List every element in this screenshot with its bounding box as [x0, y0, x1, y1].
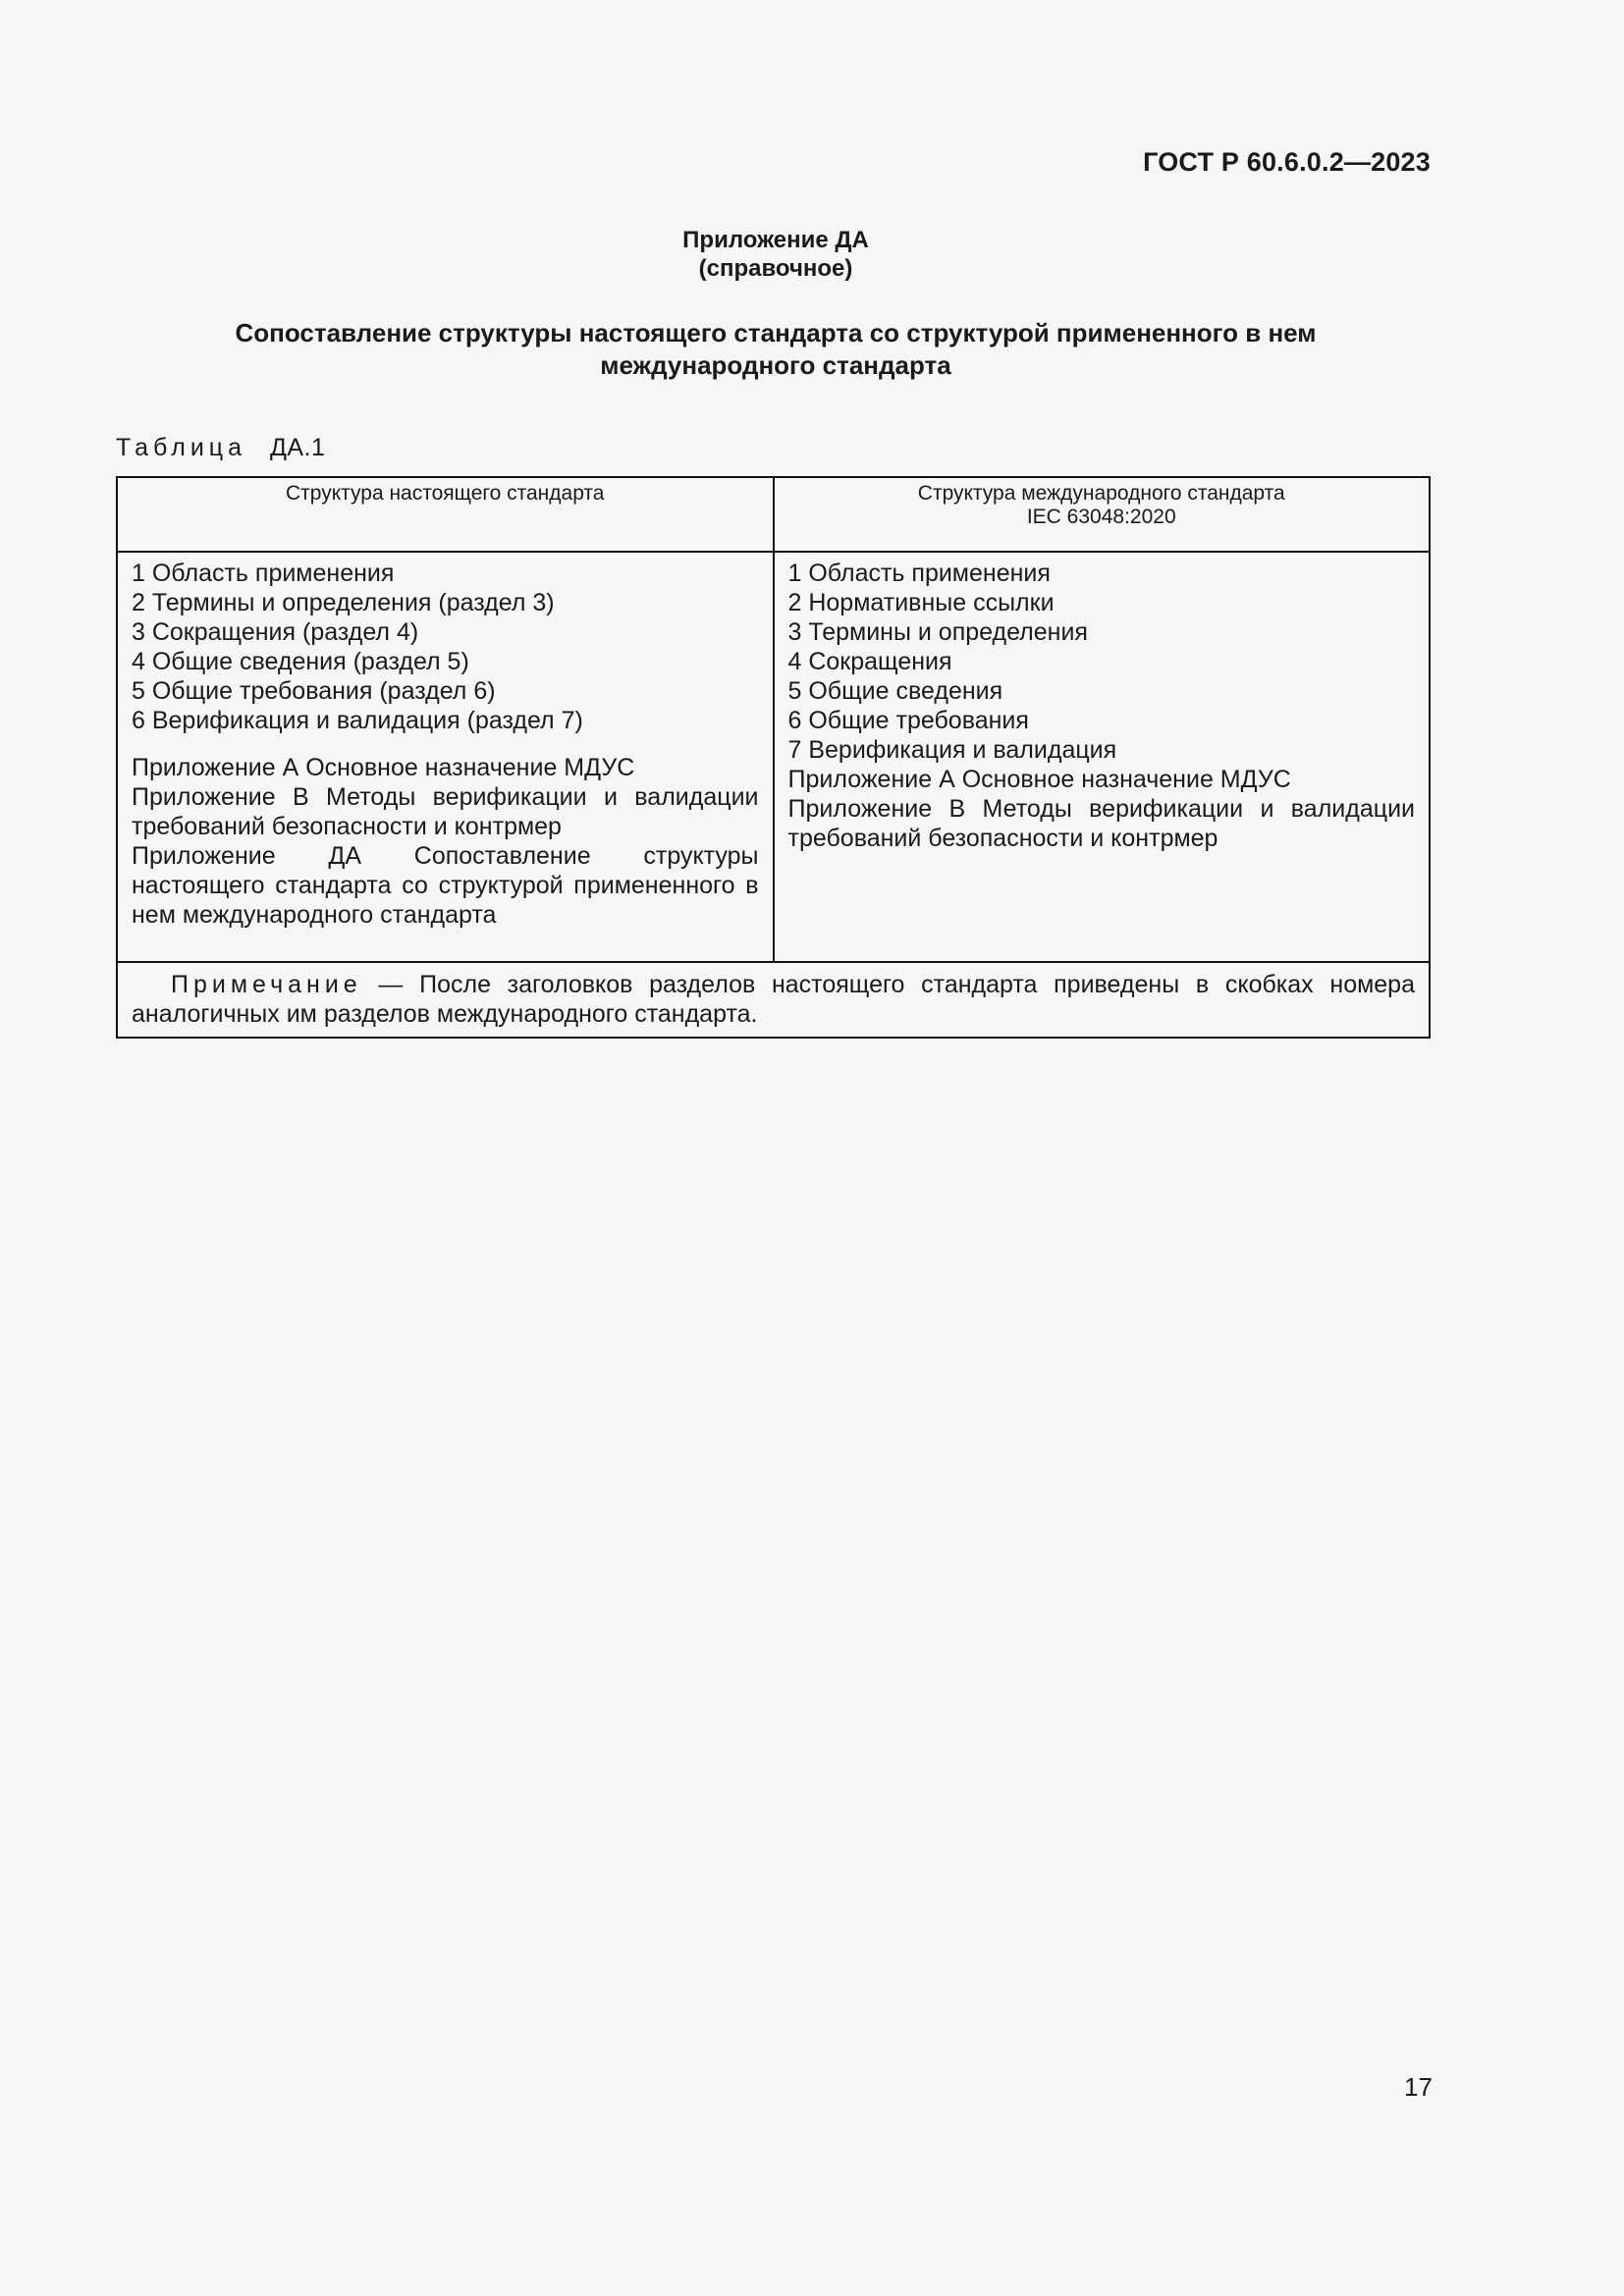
- appendix-heading: [0, 226, 1551, 283]
- list-item: 3 Термины и определения: [787, 618, 1088, 646]
- international-structure-cell: [774, 552, 1431, 962]
- list-item: Приложение А Основное назначение МДУС: [787, 766, 1291, 793]
- column-header-international-standard: IEC 63048:2020: [1026, 506, 1176, 528]
- appendix-title: Приложение ДА: [682, 227, 869, 253]
- list-item: Приложение В Методы верификации и валидации требований безопасности и контрмер: [132, 783, 759, 840]
- list-item: 1 Область применения: [132, 560, 395, 587]
- list-item: Приложение А Основное назначение МДУС: [132, 754, 635, 781]
- national-structure-cell: [117, 552, 774, 962]
- appendix-subtitle: (справочное): [698, 255, 853, 282]
- column-header-international: [774, 477, 1431, 552]
- table-body-row: [117, 552, 1430, 962]
- document-code: ГОСТ Р 60.6.0.2—2023: [1143, 147, 1431, 177]
- column-header-national-label: Структура настоящего стандарта: [286, 482, 605, 505]
- list-item: 5 Общие требования (раздел 6): [132, 677, 496, 705]
- table-caption-number: ДА.1: [269, 434, 326, 461]
- list-item: 5 Общие сведения: [787, 677, 1003, 705]
- table-caption: [116, 434, 325, 462]
- list-item: 3 Сокращения (раздел 4): [132, 618, 419, 646]
- note-label: Примечание: [171, 971, 362, 998]
- list-item: 7 Верификация и валидация: [787, 736, 1117, 764]
- table-caption-label: Таблица: [116, 434, 247, 461]
- column-header-international-label: Структура международного стандарта: [917, 482, 1285, 505]
- list-item: 1 Область применения: [787, 560, 1051, 587]
- spacer: [132, 735, 759, 753]
- table-header-row: [117, 477, 1430, 552]
- note-text: — После заголовков разделов настоящего стандарта приведены в скобках номера аналогичных им разделов международного стандарта.: [132, 971, 1415, 1028]
- column-header-national: [117, 477, 774, 552]
- section-heading-line1: Сопоставление структуры настоящего стандарта со структурой примененного в нем: [235, 318, 1317, 347]
- table-note: [117, 962, 1430, 1038]
- list-item: 2 Нормативные ссылки: [787, 589, 1055, 616]
- list-item: 4 Сокращения: [787, 648, 952, 675]
- comparison-table: [116, 476, 1431, 1039]
- section-heading: [118, 317, 1434, 382]
- table-note-row: [117, 962, 1430, 1038]
- list-item: 6 Общие требования: [787, 707, 1029, 734]
- list-item: 2 Термины и определения (раздел 3): [132, 589, 555, 616]
- list-item: 6 Верификация и валидация (раздел 7): [132, 707, 583, 734]
- page-number: 17: [1404, 2072, 1433, 2102]
- list-item: Приложение В Методы верификации и валидации требований безопасности и контрмер: [787, 795, 1415, 852]
- list-item: 4 Общие сведения (раздел 5): [132, 648, 469, 675]
- section-heading-line2: международного стандарта: [600, 350, 951, 380]
- list-item: Приложение ДА Сопоставление структуры настоящего стандарта со структурой примененного в нем международного стандарта: [132, 842, 759, 929]
